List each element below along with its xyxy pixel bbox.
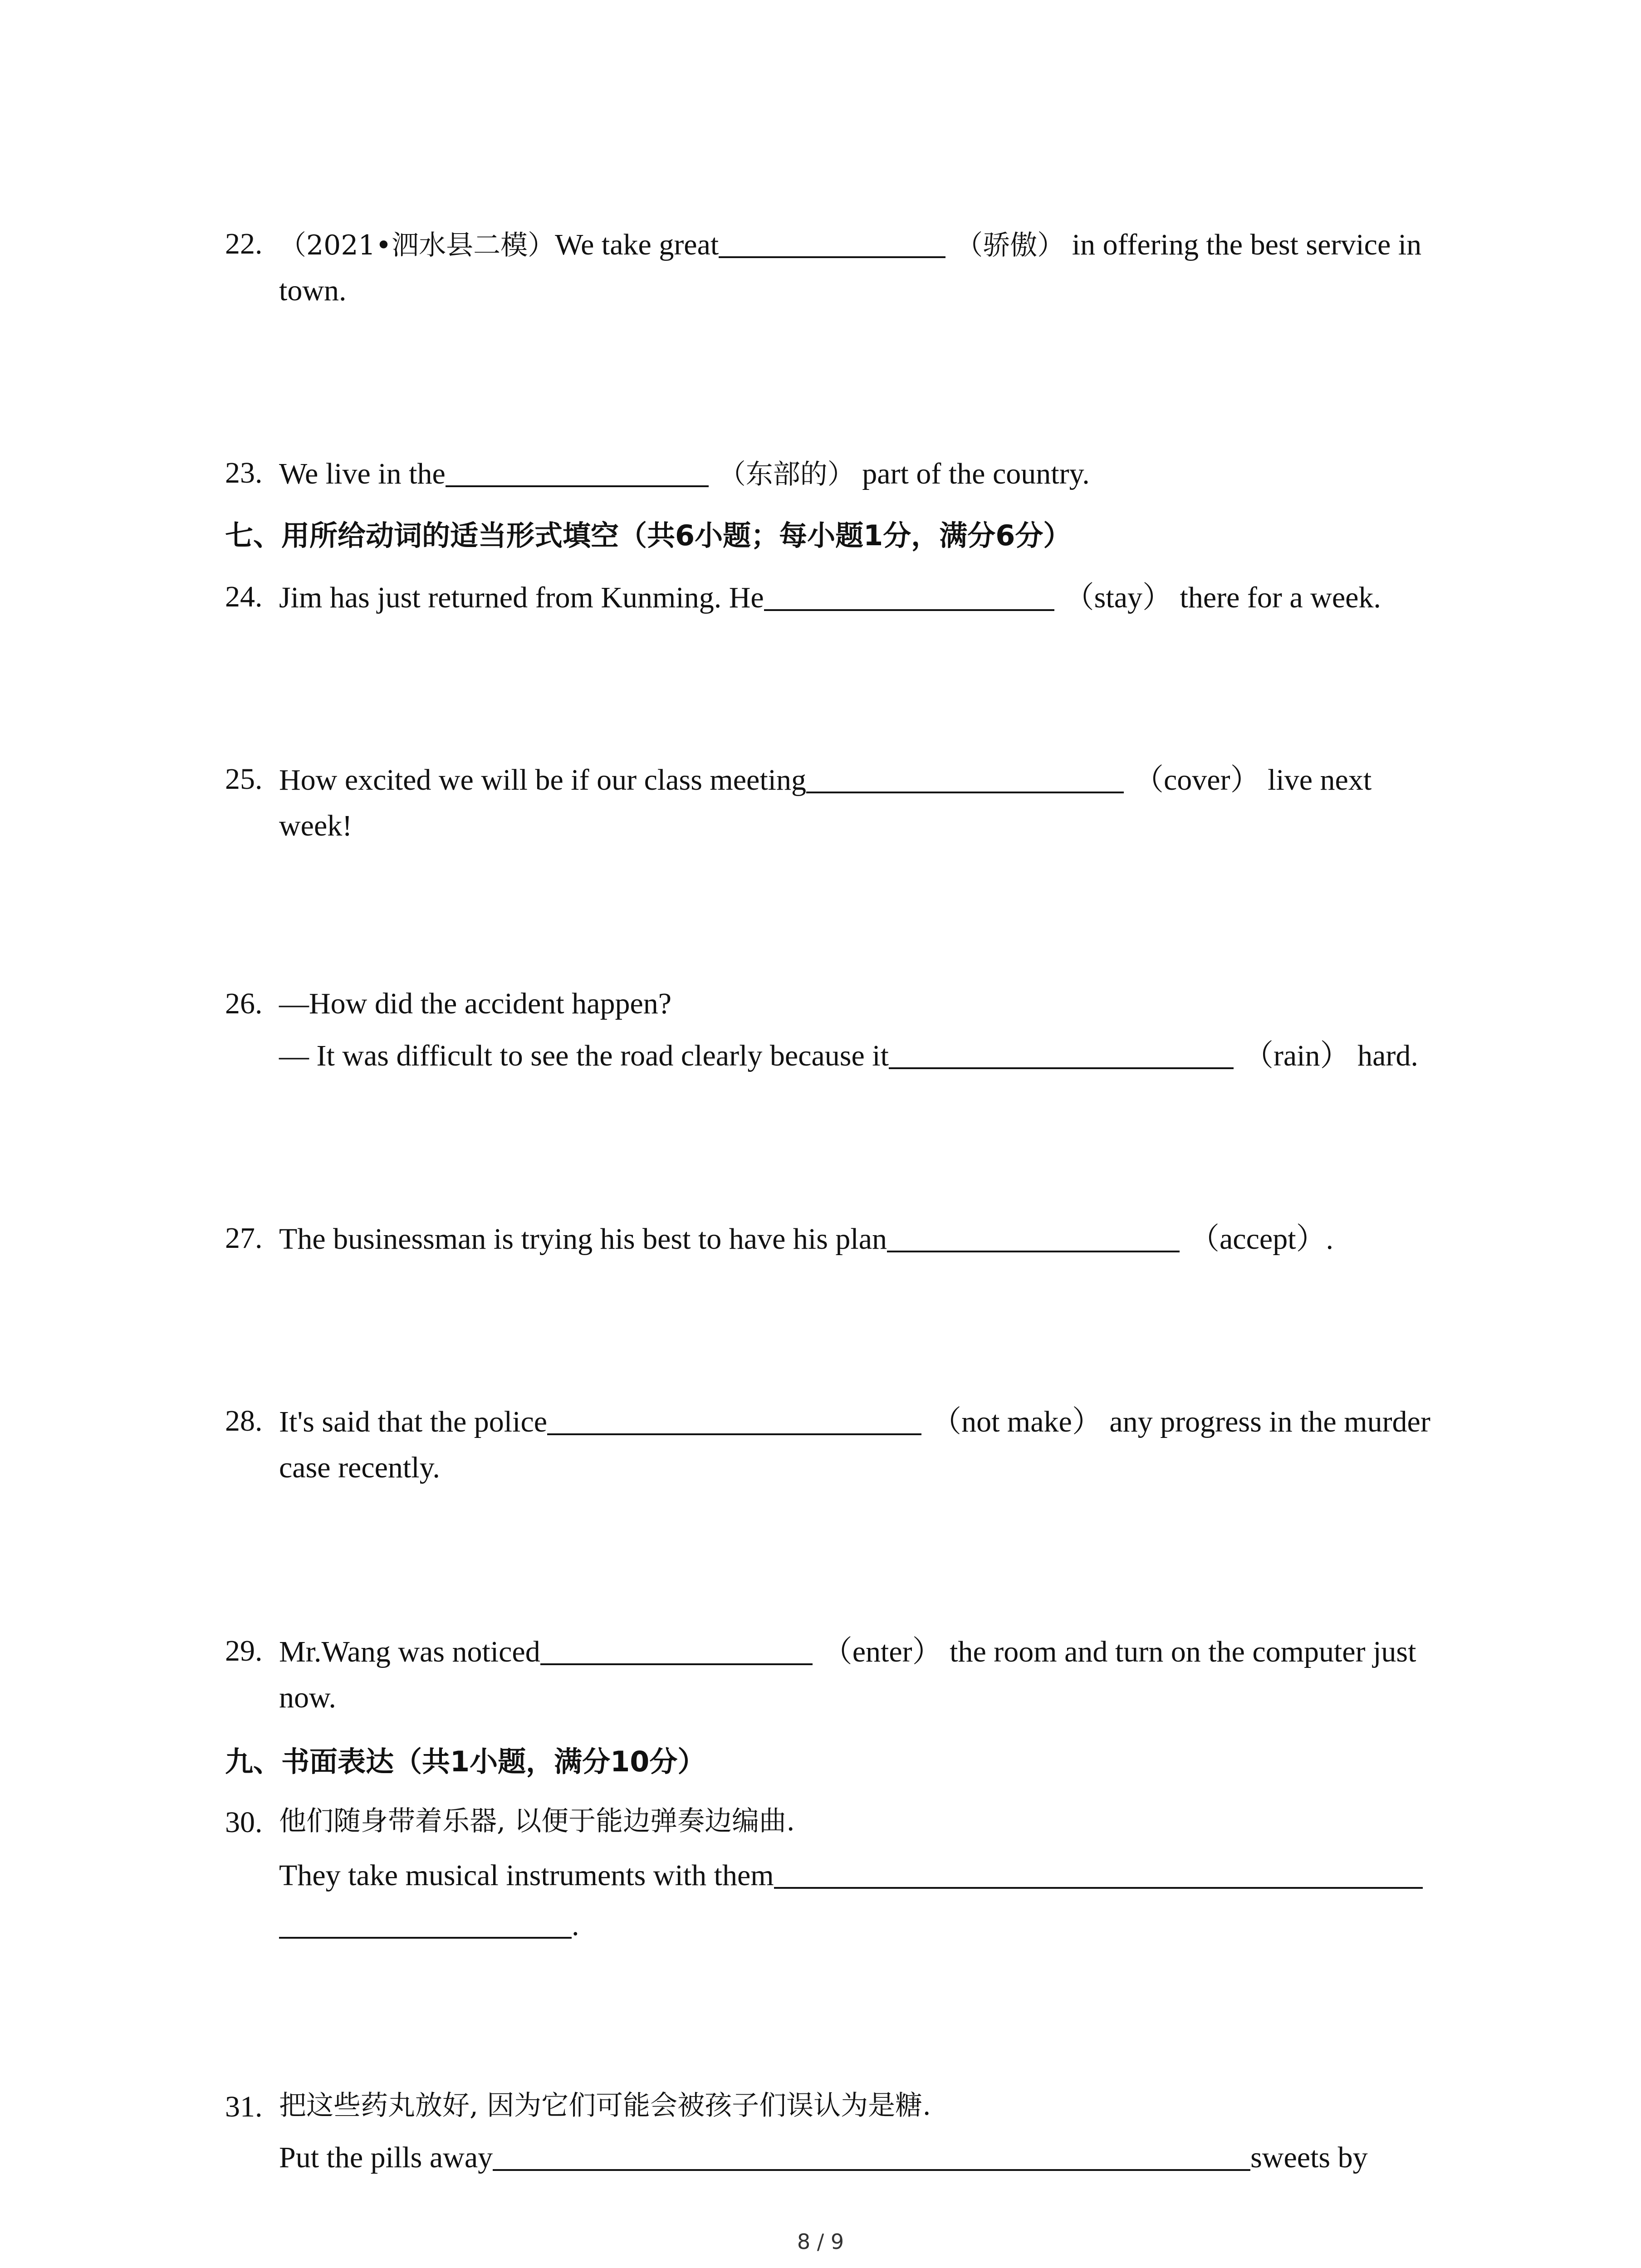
hint-text: （东部的） [718,459,855,490]
question-line [279,1406,1430,1437]
answer-blank[interactable] [540,1636,813,1665]
answer-blank[interactable] [719,229,945,258]
page-number: 8 / 9 [797,2229,844,2254]
question-line [279,1040,1418,1071]
question-text: Put the pills away [279,2141,493,2174]
question-text: the room and turn on the computer just [942,1635,1416,1668]
question-text: any progress in the murder [1102,1405,1430,1438]
question-text: Jim has just returned from Kunming. He [279,581,764,614]
answer-blank[interactable] [889,1040,1234,1069]
question-source: （2021•泗水县二模） [279,230,555,261]
question-text: We live in the [279,457,446,490]
hint-text: （enter） [822,1635,942,1668]
hint-text: （cover） [1134,763,1260,797]
question-number: 24. [225,580,263,613]
question-line [279,1636,1416,1667]
question-text: How excited we will be if our class meeting [279,763,806,797]
question-line [279,1223,1333,1254]
question-number: 26. [225,987,263,1020]
answer-blank[interactable] [887,1223,1180,1252]
question-text: The businessman is trying his best to have his plan [279,1222,887,1256]
question-text: hard. [1350,1039,1418,1072]
question-continuation: now. [279,1681,336,1714]
hint-text: （rain） [1243,1039,1350,1072]
chinese-prompt: 把这些药丸放好, 因为它们可能会被孩子们误认为是糖. [279,2090,931,2121]
answer-blank[interactable] [806,764,1124,793]
answer-blank[interactable] [279,1910,572,1939]
question-number: 31. [225,2090,263,2123]
answer-blank[interactable] [774,1860,1423,1889]
answer-blank[interactable] [764,582,1054,611]
question-text: sweets by [1250,2141,1368,2174]
question-text: We take great [555,228,719,261]
hint-text: （骄傲） [955,230,1065,261]
hint-text: （stay） [1064,581,1172,614]
answer-blank[interactable] [547,1406,921,1435]
question-line [279,764,1372,795]
question-number: 25. [225,763,263,796]
question-line [279,458,1090,489]
question-number: 22. [225,227,263,260]
question-text: — It was difficult to see the road clearly because it [279,1039,889,1072]
chinese-prompt: 他们随身带着乐器, 以便于能边弹奏边编曲. [279,1805,795,1837]
question-text: part of the country. [854,457,1090,490]
section-heading: 七、用所给动词的适当形式填空（共6小题；每小题1分，满分6分） [225,519,1072,552]
hint-text: （accept）. [1190,1222,1334,1256]
question-text: live next [1260,763,1372,797]
question-continuation: town. [279,274,347,307]
hint-text: （not make） [931,1405,1102,1438]
answer-blank[interactable] [446,458,709,487]
question-continuation: week! [279,809,353,842]
question-text: there for a week. [1172,581,1381,614]
question-continuation: case recently. [279,1451,440,1484]
dialogue-line: —How did the accident happen? [279,987,672,1020]
question-line [279,1910,579,1941]
question-line [279,2142,1368,2173]
question-number: 23. [225,456,263,489]
question-text: Mr.Wang was noticed [279,1635,540,1668]
question-text: . [572,1909,579,1942]
question-number: 28. [225,1404,263,1437]
question-number: 30. [225,1806,263,1839]
answer-blank[interactable] [493,2142,1250,2171]
question-number: 27. [225,1222,263,1255]
section-heading: 九、书面表达（共1小题，满分10分） [225,1745,706,1778]
question-number: 29. [225,1634,263,1667]
question-line [279,229,1421,260]
question-line [279,582,1381,613]
question-text: They take musical instruments with them [279,1859,774,1892]
question-line [279,1860,1423,1891]
question-text: in offering the best service in [1064,228,1422,261]
question-text: It's said that the police [279,1405,548,1438]
